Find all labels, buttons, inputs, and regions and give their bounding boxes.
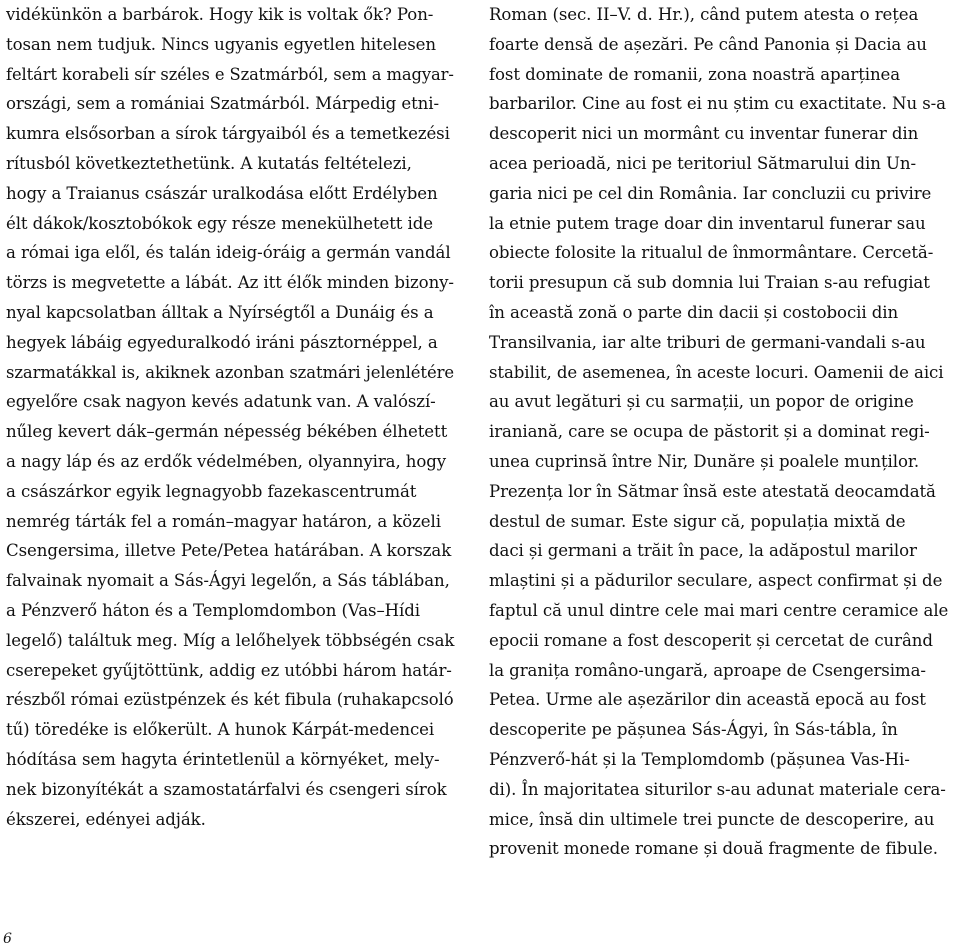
text-line: epocii romane a fost descoperit și cercetat de curând	[489, 630, 933, 650]
romanian-text-column	[489, 0, 953, 864]
text-line: feltárt korabeli sír széles e Szatmárból, sem a magyar-	[6, 64, 454, 84]
text-line: legelő) találtuk meg. Míg a lelőhelyek többségén csak	[6, 630, 455, 650]
text-line: di). În majoritatea siturilor s-au adunat materiale cera-	[489, 779, 946, 799]
text-line: vidékünkön a barbárok. Hogy kik is voltak ők? Pon-	[6, 5, 434, 24]
text-line: szarmatákkal is, akiknek azonban szatmári jelenlétére	[6, 362, 454, 382]
text-line: daci și germani a trăit în pace, la adăpostul marilor	[489, 541, 917, 561]
text-line: iraniană, care se ocupa de păstorit și a dominat regi-	[489, 422, 930, 442]
text-line: destul de sumar. Este sigur că, populația mixtă de	[489, 511, 906, 531]
text-line: Prezența lor în Sătmar însă este atestată deocamdată	[489, 481, 936, 501]
text-line: stabilit, de asemenea, în aceste locuri. Oamenii de aici	[489, 362, 944, 382]
text-line: a római iga elől, és talán ideig-óráig a germán vandál	[6, 243, 451, 263]
text-line: egyelőre csak nagyon kevés adatunk van. A valószí-	[6, 392, 436, 412]
text-line: kumra elsősorban a sírok tárgyaiból és a temetkezési	[6, 124, 450, 144]
text-line: falvainak nyomait a Sás-Ágyi legelőn, a Sás táblában,	[6, 571, 450, 591]
text-line: obiecte folosite la ritualul de înmormântare. Cercetă-	[489, 243, 934, 263]
text-line: au avut legături și cu sarmații, un popor de origine	[489, 392, 914, 412]
text-line: a császárkor egyik legnagyobb fazekascentrumát	[6, 481, 417, 501]
text-line: törzs is megvetette a lábát. Az itt élők minden bizony-	[6, 273, 454, 293]
text-line: cserepeket gyűjtöttünk, addig ez utóbbi három határ-	[6, 660, 452, 680]
text-line: în această zonă o parte din dacii și costobocii din	[489, 302, 899, 322]
text-line: acea perioadă, nici pe teritoriul Sătmarului din Un-	[489, 153, 917, 173]
text-line: Pénzverő-hát și la Templomdomb (pășunea Vas-Hi-	[489, 749, 910, 769]
text-line: Petea. Urme ale așezărilor din această epocă au fost	[489, 690, 926, 710]
page-number: 6	[3, 931, 12, 947]
text-line: la etnie putem trage doar din inventarul funerar sau	[489, 213, 926, 233]
text-line: Transilvania, iar alte triburi de germani-vandali s-au	[489, 332, 926, 352]
text-line: a Pénzverő háton és a Templomdombon (Vas–Hídi	[6, 600, 420, 620]
text-line: provenit monede romane și două fragmente de fibule.	[489, 839, 938, 859]
text-line: faptul că unul dintre cele mai mari centre ceramice ale	[489, 600, 949, 620]
text-line: descoperit nici un mormânt cu inventar funerar din	[489, 124, 919, 144]
text-line: torii presupun că sub domnia lui Traian s-au refugiat	[489, 273, 930, 293]
text-line: descoperite pe pășunea Sás-Ágyi, în Sás-tábla, în	[489, 720, 898, 740]
text-line: élt dákok/kosztobókok egy része menekülhetett ide	[6, 213, 433, 233]
text-line: nyal kapcsolatban álltak a Nyírségtől a Dunáig és a	[6, 302, 434, 322]
text-line: hegyek lábáig egyeduralkodó iráni pásztornéppel, a	[6, 332, 438, 352]
text-line: nek bizonyítékát a szamostatárfalvi és csengeri sírok	[6, 779, 447, 799]
text-line: országi, sem a romániai Szatmárból. Márpedig etni-	[6, 94, 439, 114]
text-line: rítusból következtethetünk. A kutatás feltételezi,	[6, 153, 412, 173]
text-line: mice, însă din ultimele trei puncte de descoperire, au	[489, 809, 935, 829]
text-line: tosan nem tudjuk. Nincs ugyanis egyetlen hitelesen	[6, 34, 436, 54]
text-line: hogy a Traianus császár uralkodása előtt Erdélyben	[6, 183, 438, 203]
text-line: részből római ezüstpénzek és két fibula (ruhakapcsoló	[6, 690, 454, 710]
text-line: nemrég tárták fel a román–magyar határon, a közeli	[6, 511, 441, 531]
text-line: garia nici pe cel din România. Iar concluzii cu privire	[489, 183, 932, 203]
text-line: barbarilor. Cine au fost ei nu știm cu exactitate. Nu s-a	[489, 94, 946, 114]
text-line: tű) töredéke is előkerült. A hunok Kárpát-medencei	[6, 720, 435, 740]
text-line: nűleg kevert dák–germán népesség békében élhetett	[6, 422, 448, 442]
text-line: unea cuprinsă între Nir, Dunăre și poalele munților.	[489, 451, 920, 471]
text-line: la granița româno-ungară, aproape de Csengersima-	[489, 660, 926, 680]
text-line: hódítása sem hagyta érintetlenül a környéket, mely-	[6, 749, 440, 769]
text-line: mlaștini și a pădurilor seculare, aspect confirmat și de	[489, 571, 943, 591]
text-line: foarte densă de așezări. Pe când Panonia și Dacia au	[489, 34, 927, 54]
text-line: fost dominate de romanii, zona noastră aparținea	[489, 64, 901, 84]
text-line: Csengersima, illetve Pete/Petea határában. A korszak	[6, 541, 452, 561]
text-line: a nagy láp és az erdők védelmében, olyannyira, hogy	[6, 451, 447, 471]
text-line: Roman (sec. II–V. d. Hr.), când putem atesta o rețea	[489, 5, 919, 24]
text-line: ékszerei, edényei adják.	[6, 809, 206, 829]
hungarian-text-column	[6, 0, 454, 834]
